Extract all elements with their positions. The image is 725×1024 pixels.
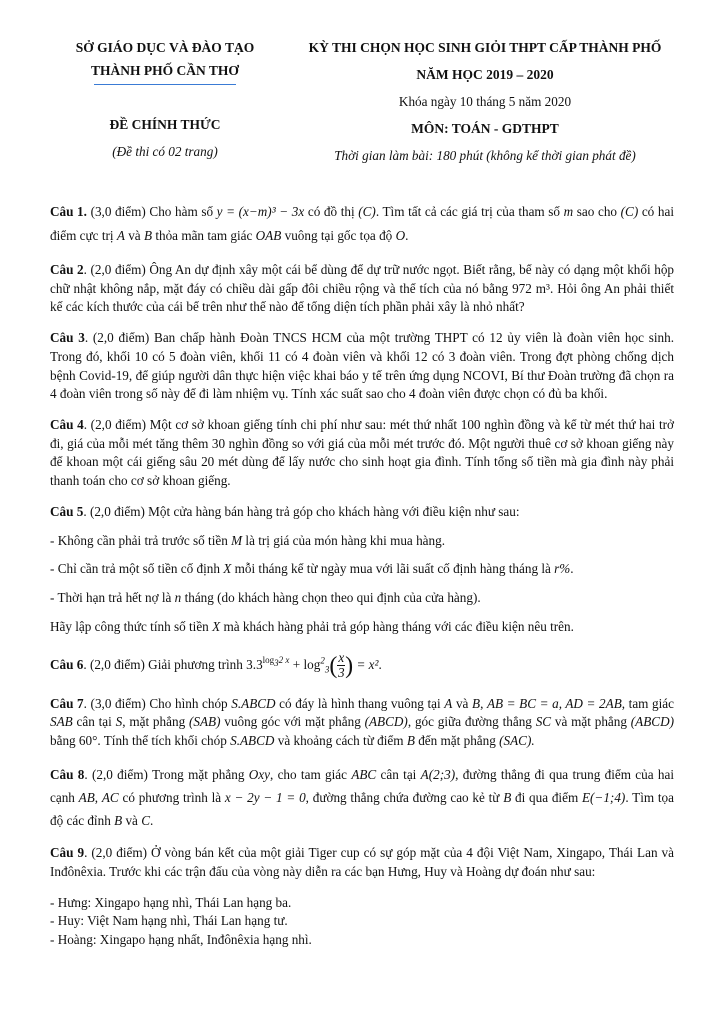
- question-label: Câu 6: [50, 656, 84, 672]
- question-label: Câu 1.: [50, 204, 87, 219]
- question-3: Câu 3. (2,0 điểm) Ban chấp hành Đoàn TNCS HCM của một trường THPT có 12 ủy viên là đoàn viên học sinh. Trong đó, khối 10 có 5 đoàn viên, khối 11 có 4 đoàn viên và khối 12 có 3 đoàn viên. Trong đợt phòng chống dịch bệnh Covid-19, để giúp người dân thực hiện việc khai báo y tế trên ứng dụng NCOVI, Bí thư Đoàn trường đã chọn ra 4 đoàn viên trong số này để đi làm nhiệm vụ. Tính xác suất sao cho 4 đoàn viên được chọn có đủ ba khối.: [50, 330, 674, 402]
- question-9: Câu 9. (2,0 điểm) Ở vòng bán kết của một giải Tiger cup có sự góp mặt của 4 đội Việt Nam, Xingapo, Thái Lan và Inđônêxia. Trước khi các trận đấu của vòng này diễn ra các bạn Hưng, Huy và Hoàng dự đoán như sau:: [50, 845, 674, 879]
- org-line-2: THÀNH PHỐ CẦN THƠ: [91, 63, 239, 78]
- prediction-hung: - Hưng: Xingapo hạng nhì, Thái Lan hạng ba.: [50, 894, 292, 910]
- question-5-condition-3: - Thời hạn trả hết nợ là n tháng (do khách hàng chọn theo qui định của cửa hàng).: [50, 590, 481, 606]
- question-label: Câu 3: [50, 330, 85, 346]
- equation: $3.3^{log_32 x} + \log^2_3$( $\frac{x}{3}$ ) = x²: [246, 650, 379, 681]
- question-1: Câu 1. (3,0 điểm) Cho hàm số y = (x−m)³ − 3x có đồ thị (C). Tìm tất cả các giá trị của tham số m sao cho (C) có hai điểm cực trị A và B thỏa mãn tam giác OAB vuông tại gốc tọa độ O.: [50, 204, 674, 244]
- header-right: [280, 34, 690, 169]
- question-7: Câu 7. (3,0 điểm) Cho hình chóp S.ABCD có đáy là hình thang vuông tại A và B, AB = BC = a, AD = 2AB, tam giác SAB cân tại S, mặt phẳng (SAB) vuông góc với mặt phẳng (ABCD), góc giữa đường thẳng SC và mặt phẳng (ABCD) bằng 60°. Tính thể tích khối chóp S.ABCD và khoảng cách từ điểm B đến mặt phẳng (SAC).: [50, 695, 675, 749]
- question-6: Câu 6. (2,0 điểm) Giải phương trình $3.3^{log_32 x} + \log^2_3$( $\frac{x}{3}$ ) = x².: [50, 650, 382, 681]
- school-year: NĂM HỌC 2019 – 2020: [416, 67, 554, 82]
- exam-title: KỲ THI CHỌN HỌC SINH GIỎI THPT CẤP THÀNH PHỐ: [308, 40, 662, 55]
- question-label: Câu 7: [50, 695, 84, 711]
- question-label: Câu 4: [50, 416, 84, 432]
- duration: Thời gian làm bài: 180 phút (không kể thời gian phát đề): [334, 148, 636, 163]
- formula: y = (x−m)³ − 3x: [216, 204, 305, 219]
- question-label: Câu 2: [50, 261, 84, 277]
- question-4: Câu 4. (2,0 điểm) Một cơ sở khoan giếng tính chi phí như sau: mét thứ nhất 100 nghìn đồng và kể từ mét thứ hai trở đi, giá của mỗi mét tăng thêm 30 nghìn đồng so với giá của mỗi mét trước đó. Một người thuê cơ sở khoan giếng này để khoan một cái giếng sâu 20 mét dùng để lấy nước cho sinh hoạt gia đình. Tính tổng số tiền mà gia đình này phải thanh toán cho cơ sở khoan giếng.: [50, 416, 674, 489]
- question-5-condition-2: - Chỉ cần trả một số tiền cố định X mỗi tháng kể từ ngày mua với lãi suất cố định hàng tháng là r%.: [50, 561, 574, 577]
- prediction-huy: - Huy: Việt Nam hạng nhì, Thái Lan hạng tư.: [50, 913, 288, 929]
- question-label: Câu 8: [50, 766, 85, 782]
- question-label: Câu 5: [50, 503, 84, 519]
- fraction: $\frac{x}{3}$: [337, 650, 345, 681]
- subject: MÔN: TOÁN - GDTHPT: [411, 121, 559, 136]
- question-5-condition-1: - Không cần phải trả trước số tiền M là trị giá của món hàng khi mua hàng.: [50, 532, 445, 548]
- header-left: [40, 34, 290, 165]
- exam-questions: [50, 200, 674, 950]
- question-5-task: Hãy lập công thức tính số tiền X mà khách hàng phải trả góp hàng tháng với các điều kiện nêu trên.: [50, 618, 574, 634]
- org-line-1: SỞ GIÁO DỤC VÀ ĐÀO TẠO: [75, 40, 255, 55]
- pages-note: (Đề thi có 02 trang): [112, 144, 218, 159]
- question-label: Câu 9: [50, 845, 85, 861]
- exam-date: Khóa ngày 10 tháng 5 năm 2020: [398, 94, 572, 109]
- question-2: Câu 2. (2,0 điểm) Ông An dự định xây một cái bể dùng để dự trữ nước ngọt. Biết rằng, bể này có dạng một khối hộp chữ nhật không nắp, mặt đáy có chiều dài gấp đôi chiều rộng và thể tích của nó bằng 972 m³. Hỏi ông An phải thiết kế các kích thước của cái bể trên như thế nào để tổng diện tích phần phải xây là nhỏ nhất?: [50, 261, 675, 315]
- official-label: ĐỀ CHÍNH THỨC: [109, 117, 221, 132]
- prediction-hoang: - Hoàng: Xingapo hạng nhất, Inđônêxia hạng nhì.: [50, 932, 312, 948]
- question-8: Câu 8. (2,0 điểm) Trong mặt phẳng Oxy, cho tam giác ABC cân tại A(2;3), đường thẳng đi qua trung điểm của hai cạnh AB, AC có phương trình là x − 2y − 1 = 0, đường thẳng chứa đường cao kẻ từ B đi qua điểm E(−1;4). Tìm tọa độ các đỉnh B và C.: [50, 766, 675, 829]
- question-5: Câu 5. (2,0 điểm) Một cửa hàng bán hàng trả góp cho khách hàng với điều kiện như sau:: [50, 503, 520, 519]
